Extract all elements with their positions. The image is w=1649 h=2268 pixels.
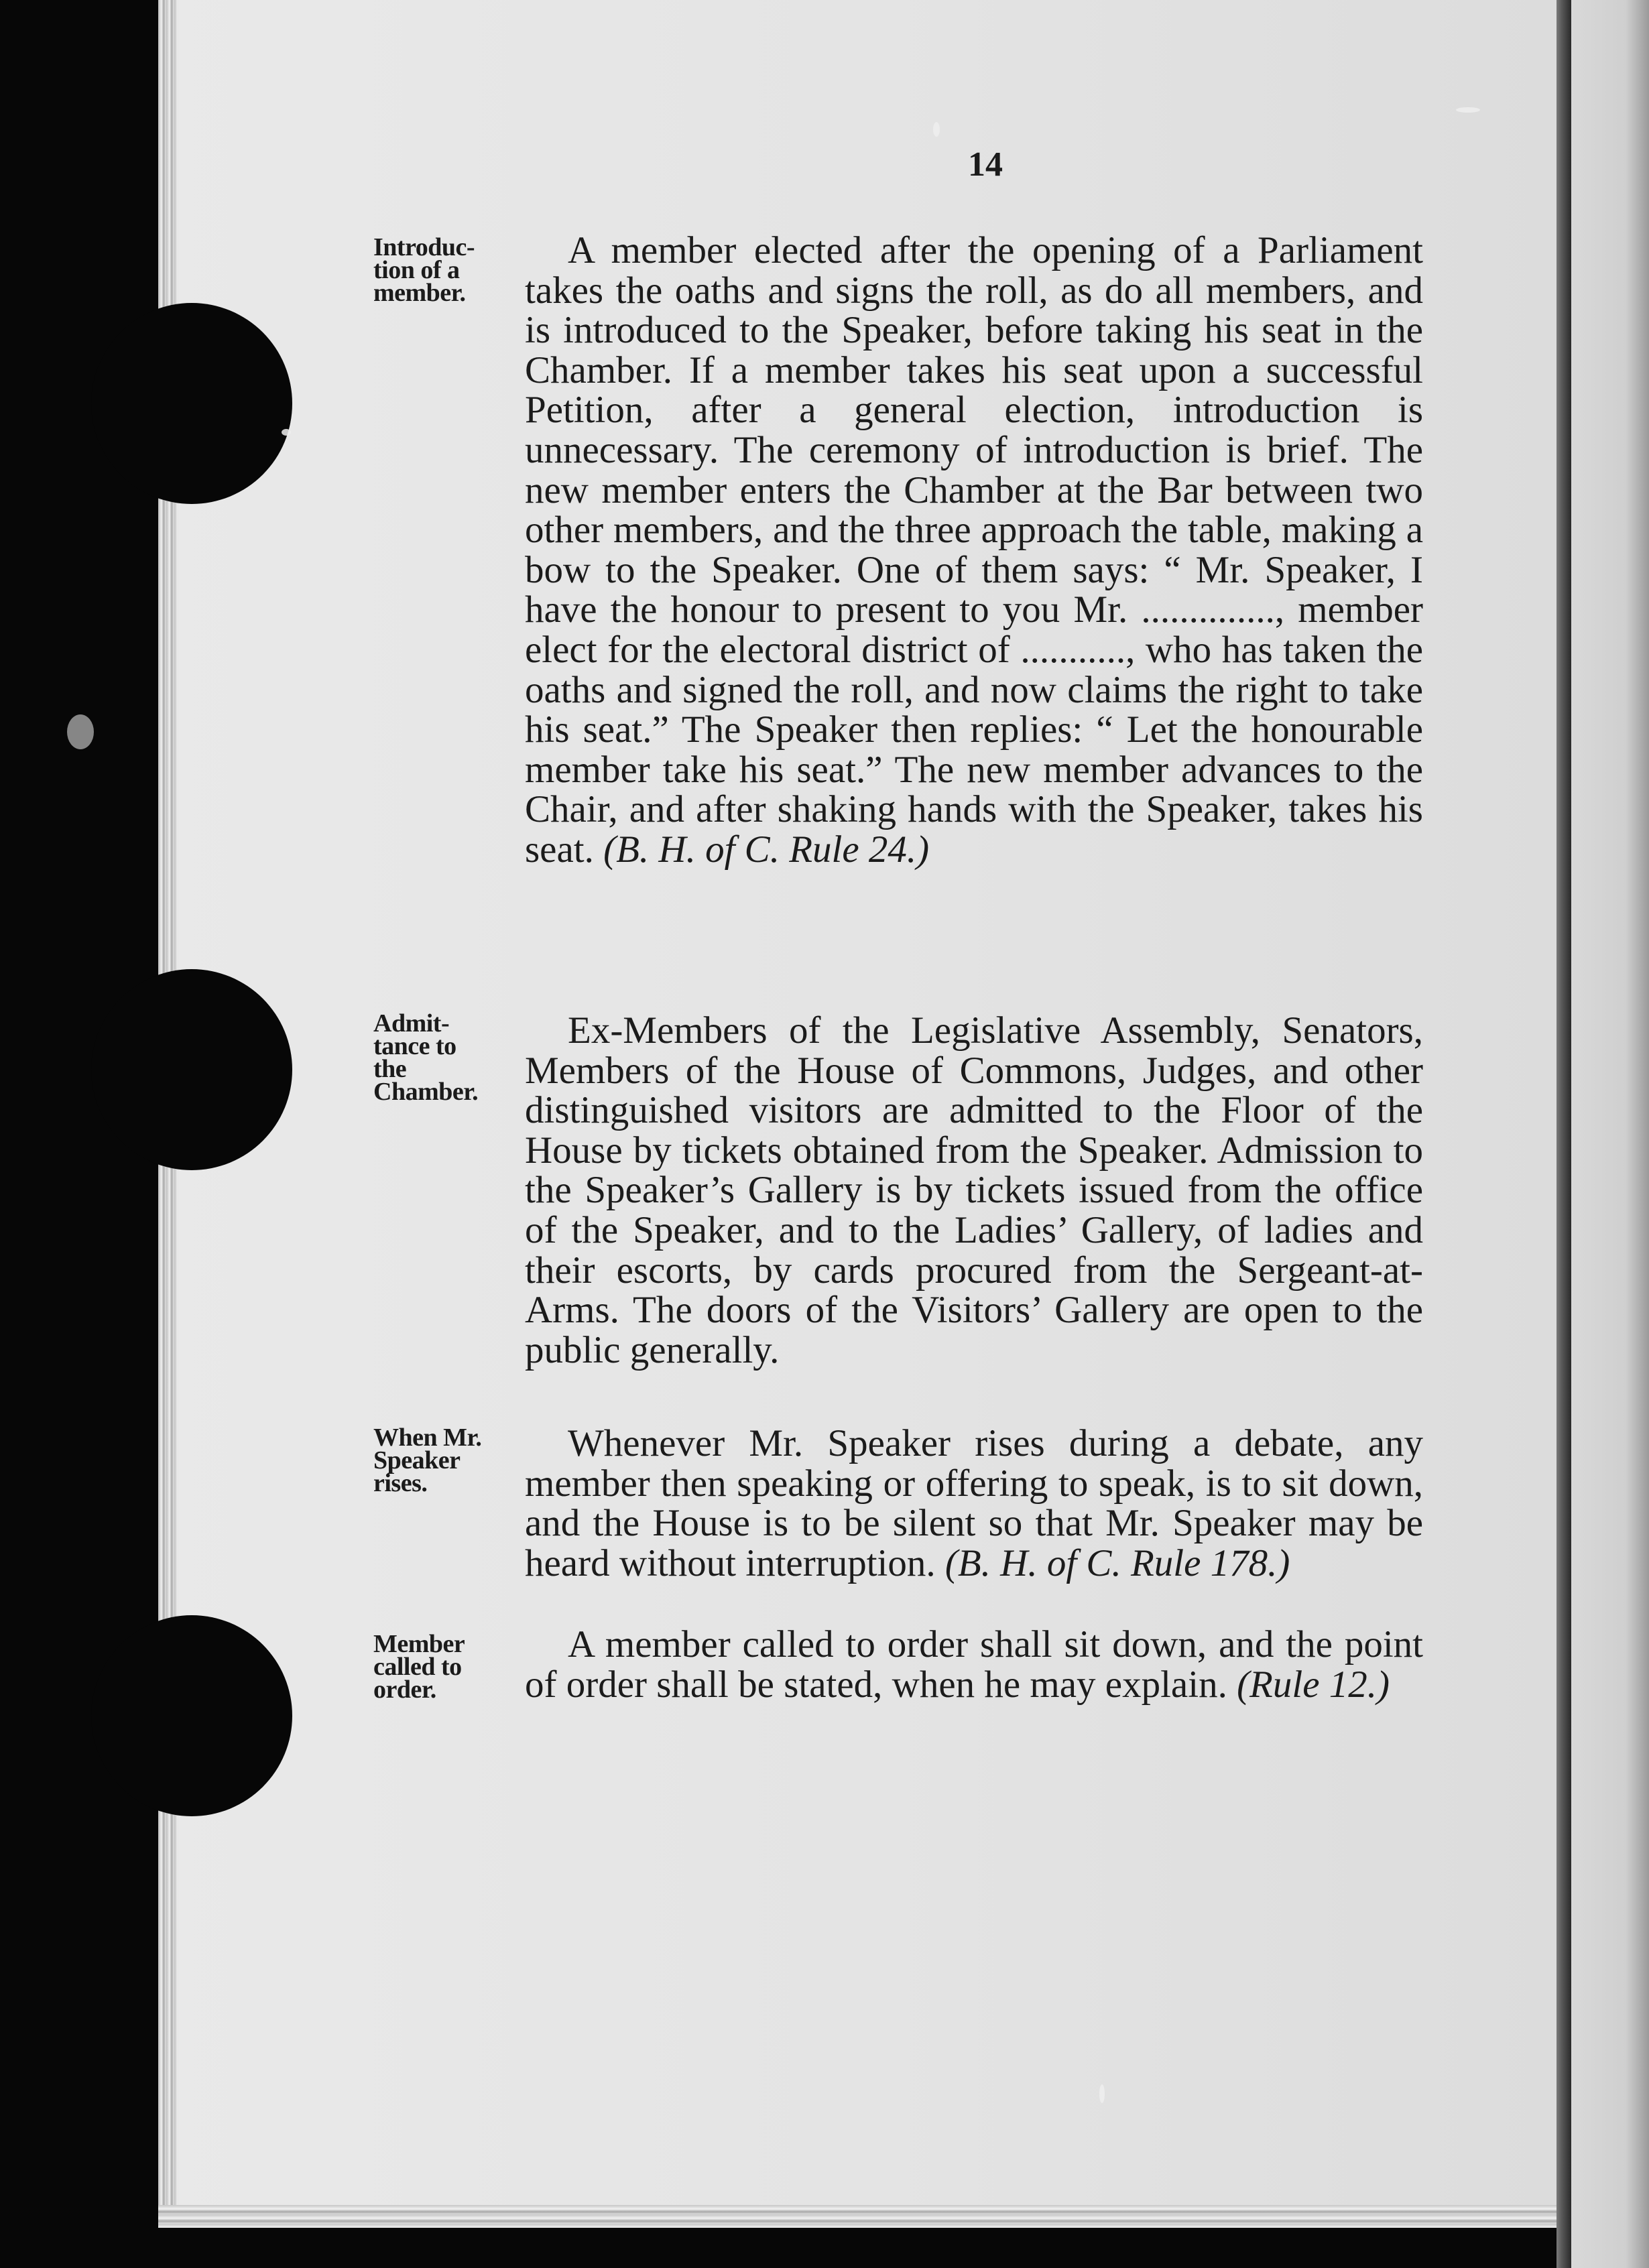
paragraph-called-to-order	[525, 1625, 1423, 1704]
page-edge-bottom	[158, 2205, 1570, 2228]
scan-speck	[933, 122, 940, 137]
paragraph-admittance	[525, 1011, 1423, 1370]
facing-page-sliver	[1571, 0, 1649, 2268]
side-note-admittance: Admit- tance to the Chamber.	[373, 1009, 479, 1106]
paragraph-body: Ex-Members of the Legislative Assembly, Senators, Members of the House of Commons, Judges, and other distinguished visitors are admitted to the Floor of the House by tickets obtained from the Speaker. Admission to the Speaker’s Gallery is by tickets issued from the office of the Speaker, and to the Ladies’ Gallery, of ladies and their escorts, by cards procured from the Sergeant-at-Arms. The doors of the Visitors’ Gallery are open to the public generally.	[525, 1009, 1423, 1371]
scan-speck	[282, 429, 291, 436]
rule-citation: (B. H. of C. Rule 178.)	[944, 1541, 1290, 1584]
thumb-notch-2	[91, 969, 292, 1170]
paragraph-body: A member elected after the opening of a Parliament takes the oaths and signs the roll, as do all members, and is introduced to the Speaker, before taking his seat in the Chamber. If a member takes his seat upon a successful Petition, after a general election, introduction is unnecessary. The ceremony of introduction is brief. The new member enters the Chamber at the Bar between two other members, and the three approach the table, making a bow to the Speaker. One of them says: “ Mr. Speaker, I have the honour to present to you Mr. .............., member elect for the electoral district of ..........., who has taken the oaths and signed the roll, and now claims the right to take his seat.” The Speaker then replies: “ Let the honourable member take his seat.” The new member advances to the Chair, and after shaking hands with the Speaker, takes his seat.	[525, 229, 1423, 871]
paragraph-body: Whenever Mr. Speaker rises during a debate, any member then speaking or offering to speak, is to sit down, and the House is to be silent so that Mr. Speaker may be heard without interruption.	[525, 1422, 1423, 1584]
page-fold-shadow	[1556, 0, 1571, 2268]
rule-citation: (Rule 12.)	[1237, 1663, 1390, 1706]
thumb-notch-1	[91, 303, 292, 504]
scan-speck	[67, 714, 94, 749]
paragraph-body: A member called to order shall sit down, and the point of order shall be stated, when he may explain.	[525, 1623, 1423, 1706]
page-number: 14	[968, 145, 1003, 184]
paragraph-speaker-rises	[525, 1424, 1423, 1583]
rule-citation: (B. H. of C. Rule 24.)	[603, 828, 930, 871]
side-note-speaker-rises: When Mr. Speaker rises.	[373, 1424, 482, 1497]
side-note-introduction: Introduc- tion of a member.	[373, 233, 475, 307]
scan-speck	[1456, 107, 1480, 113]
scan-speck	[1099, 2084, 1105, 2103]
side-note-called-to-order: Member called to order.	[373, 1630, 465, 1704]
paragraph-introduction	[525, 231, 1423, 870]
thumb-notch-3	[91, 1615, 292, 1816]
